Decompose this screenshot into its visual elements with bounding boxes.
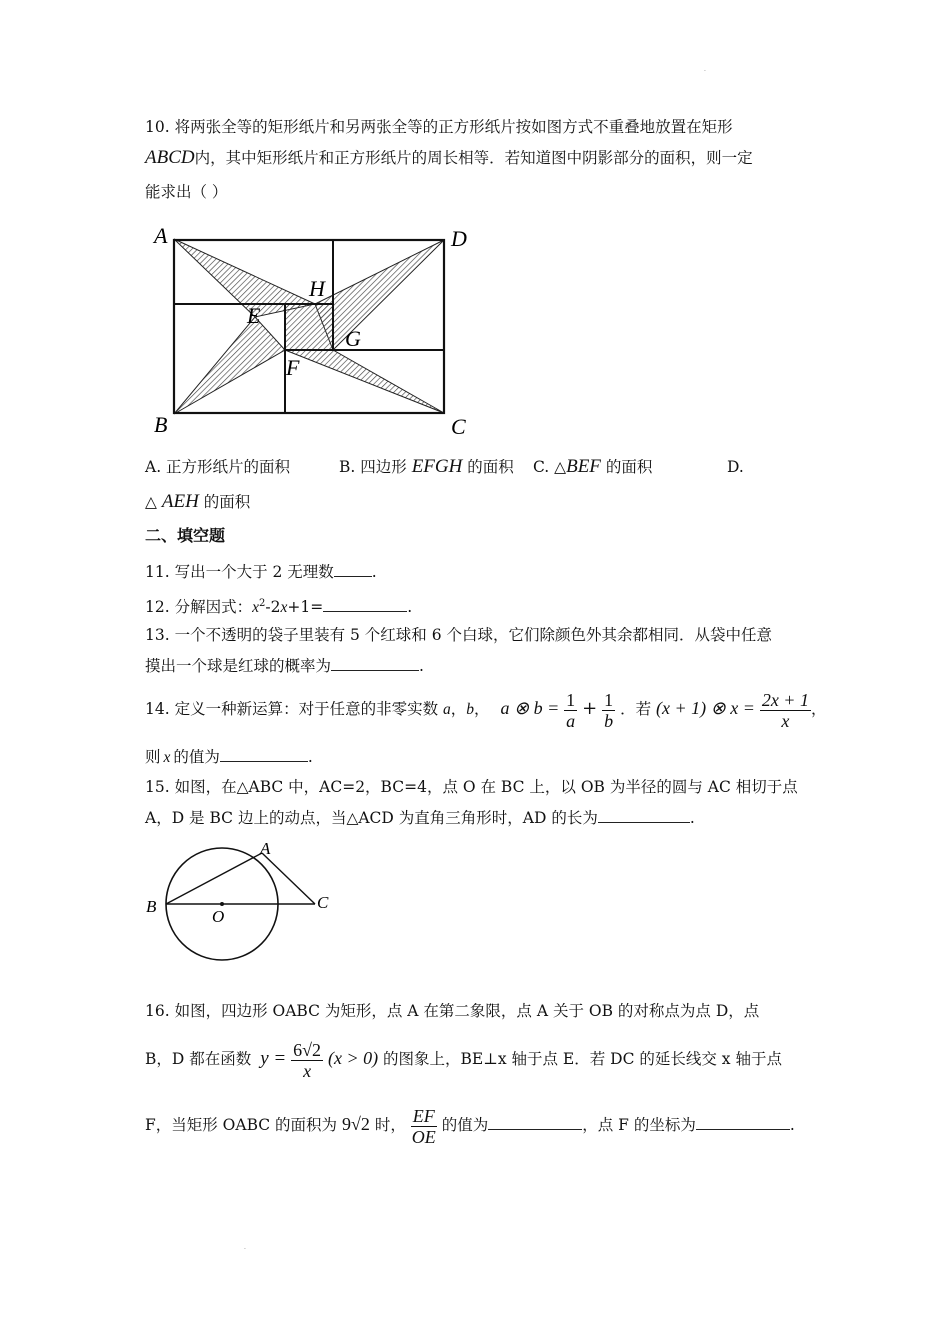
q10-option-d: △ AEH 的面积: [145, 491, 251, 512]
segment-ac: [262, 853, 315, 904]
q11: 11. 写出一个大于 2 无理数 .: [145, 563, 377, 581]
q15-blank: [598, 808, 690, 823]
label-c: C: [451, 414, 466, 439]
q16-line1: 16. 如图，四边形 OABC 为矩形，点 A 在第二象限，点 A 关于 OB 的对称点为点 D，点: [145, 1002, 760, 1020]
q14-op-expr: a ⊗ b =: [500, 698, 560, 718]
q10-figure: [145, 222, 485, 440]
q10-option-b: B. 四边形 EFGH 的面积: [339, 456, 514, 477]
label-a: A: [260, 839, 271, 858]
shade-cfg: [285, 350, 444, 413]
q15-figure: [145, 836, 345, 962]
point-o: [220, 902, 224, 906]
label-f: F: [286, 355, 300, 380]
q16-y-eq: y =: [260, 1048, 287, 1069]
label-g: G: [345, 326, 361, 351]
q10-line1: 10. 将两张全等的矩形纸片和另两张全等的正方形纸片按如图方式不重叠地放置在矩形: [145, 118, 733, 136]
q16-blank-ratio: [488, 1115, 582, 1130]
q14-blank: [220, 747, 308, 762]
q15-line1: 15. 如图，在△ABC 中，AC=2，BC=4，点 O 在 BC 上，以 OB 为半径的圆与 AC 相切于点: [145, 778, 798, 796]
q10-option-d-label: D.: [727, 458, 744, 476]
segment-ba: [166, 853, 262, 904]
q13-blank: [331, 656, 419, 671]
q16-frac-k: $\frac{6√2}{x}$: [293, 1039, 322, 1081]
label-d: D: [451, 226, 467, 251]
q10-line3: 能求出（ ）: [145, 183, 228, 201]
q16-line3: F，当矩形 OABC 的面积为 9√2 时， $\frac{EF}{OE}$ 的值为 ，点 F 的坐标为 .: [145, 1105, 795, 1147]
q13-line1: 13. 一个不透明的袋子里装有 5 个红球和 6 个白球，它们除颜色外其余都相同．从袋中任意: [145, 626, 773, 644]
q11-blank: [334, 562, 372, 577]
label-a: A: [154, 223, 168, 248]
q16-condition: (x > 0): [327, 1048, 379, 1068]
q16-area: 9√2: [342, 1114, 370, 1134]
label-c: C: [317, 893, 329, 912]
q15-line2: A，D 是 BC 边上的动点，当△ACD 为直角三角形时，AD 的长为 .: [145, 809, 695, 827]
q14-lhs: (x + 1) ⊗ x =: [656, 698, 755, 718]
q14-frac-rhs: $\frac{2x + 1}{x}$: [761, 689, 809, 731]
q10-abcd: ABCD: [145, 147, 195, 168]
q10-option-a: A. 正方形纸片的面积: [145, 458, 291, 476]
page-dot-bottom: .: [244, 1244, 246, 1251]
q14-line2: 则 x 的值为 .: [145, 748, 313, 766]
label-e: E: [247, 303, 261, 328]
label-b: B: [146, 897, 157, 916]
q12: 12. 分解因式：$x^2-2x+1=$ .: [145, 598, 413, 617]
q12-blank: [323, 597, 407, 612]
page-dot-top: .: [704, 66, 706, 73]
label-o: O: [212, 907, 225, 926]
section-title: 二、填空题: [145, 526, 226, 545]
q14-frac-1a: $\frac{1}{a}$: [566, 689, 576, 731]
q14-line1: 14. 定义一种新运算：对于任意的非零实数 a，b， a ⊗ b = $\frac{1}{a}$ + $\frac{1}{b}$ ．若 (x + 1) ⊗ x = $\frac{2x + 1}{x}$ ，: [145, 689, 827, 731]
shade-efgh: [285, 304, 333, 350]
shade-bef: [174, 317, 285, 414]
q10-option-c: C. △BEF 的面积: [533, 456, 653, 477]
q14-frac-1b: $\frac{1}{b}$: [604, 689, 614, 731]
q10-line2-rest: 内，其中矩形纸片和正方形纸片的周长相等．若知道图中阴影部分的面积，则一定: [194, 149, 753, 167]
q10-line2: [145, 147, 753, 169]
q13-line2: 摸出一个球是红球的概率为 .: [145, 657, 424, 675]
shade-dgh: [315, 240, 444, 350]
q16-frac-ratio: $\frac{EF}{OE}$: [411, 1105, 436, 1147]
q16-line2: B，D 都在函数 y = $\frac{6√2}{x}$ (x > 0) 的图象上，BE⊥x 轴于点 E．若 DC 的延长线交 x 轴于点: [145, 1039, 782, 1081]
label-h: H: [309, 276, 325, 301]
q16-blank-coord: [696, 1115, 790, 1130]
label-b: B: [154, 412, 168, 437]
